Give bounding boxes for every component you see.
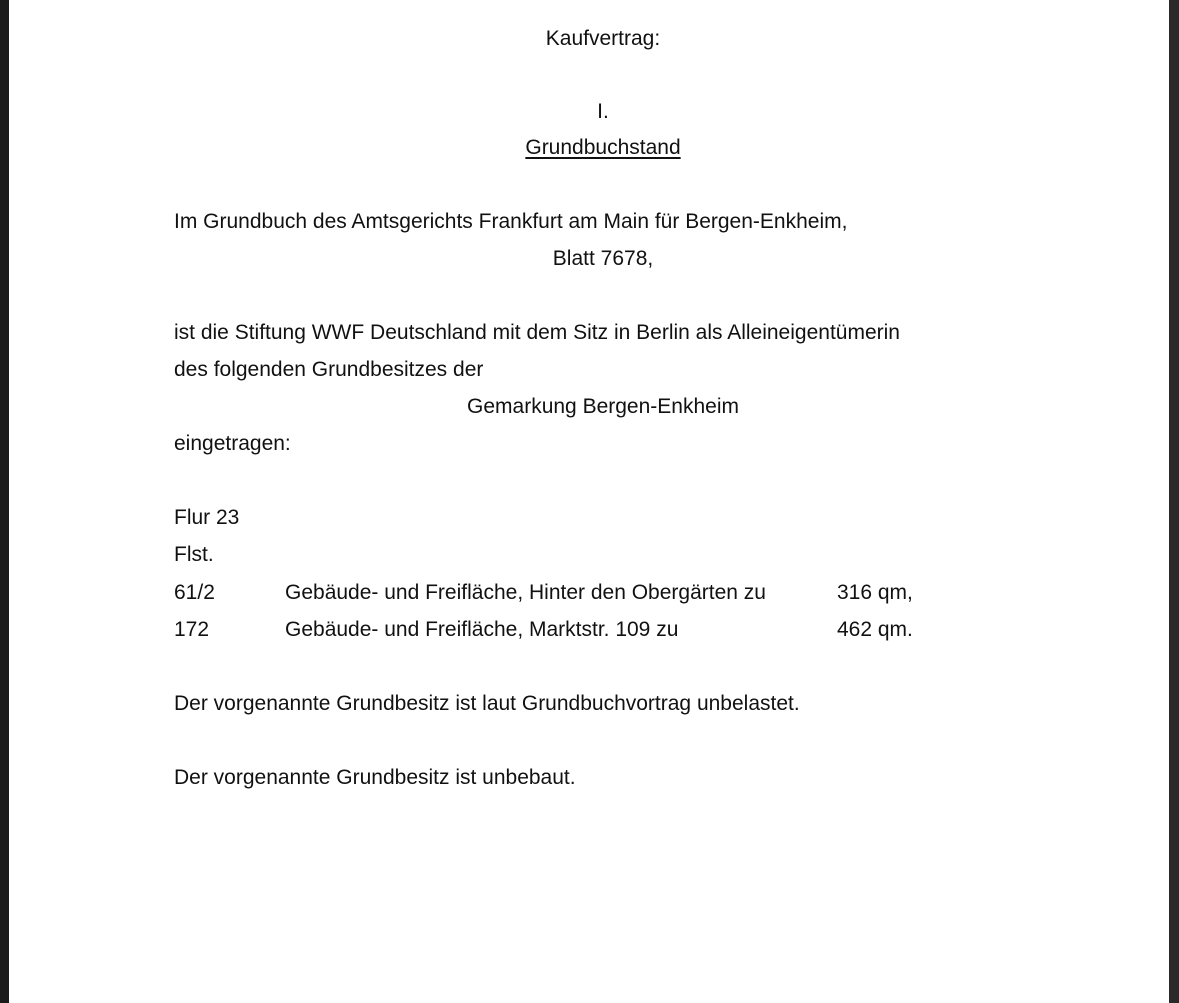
document-page (9, 0, 1169, 1003)
intro-line-1: Im Grundbuch des Amtsgerichts Frankfurt am Main für Bergen-Enkheim, (174, 210, 848, 233)
document-title: Kaufvertrag: (545, 27, 661, 50)
parcel-area: 462 qm. (837, 618, 913, 641)
section-number: I. (597, 100, 609, 123)
owner-line-1: ist die Stiftung WWF Deutschland mit dem Sitz in Berlin als Alleineigentümerin (174, 321, 900, 344)
registered-line: eingetragen: (174, 432, 291, 455)
note-unencumbered: Der vorgenannte Grundbesitz ist laut Grundbuchvortrag unbelastet. (174, 692, 800, 715)
intro-line-2: Blatt 7678, (552, 247, 654, 270)
parcel-description: Gebäude- und Freifläche, Hinter den Obergärten zu (285, 581, 766, 604)
parcel-description: Gebäude- und Freifläche, Marktstr. 109 zu (285, 618, 679, 641)
flst-label: Flst. (174, 543, 214, 566)
owner-line-2: des folgenden Grundbesitzes der (174, 358, 484, 381)
section-heading: Grundbuchstand (525, 136, 681, 159)
left-dark-edge (0, 0, 9, 1003)
gemarkung-line: Gemarkung Bergen-Enkheim (467, 395, 739, 418)
parcel-number: 61/2 (174, 581, 215, 604)
flur-line: Flur 23 (174, 506, 240, 529)
note-undeveloped: Der vorgenannte Grundbesitz ist unbebaut. (174, 766, 576, 789)
parcel-area: 316 qm, (837, 581, 913, 604)
parcel-number: 172 (174, 618, 210, 641)
